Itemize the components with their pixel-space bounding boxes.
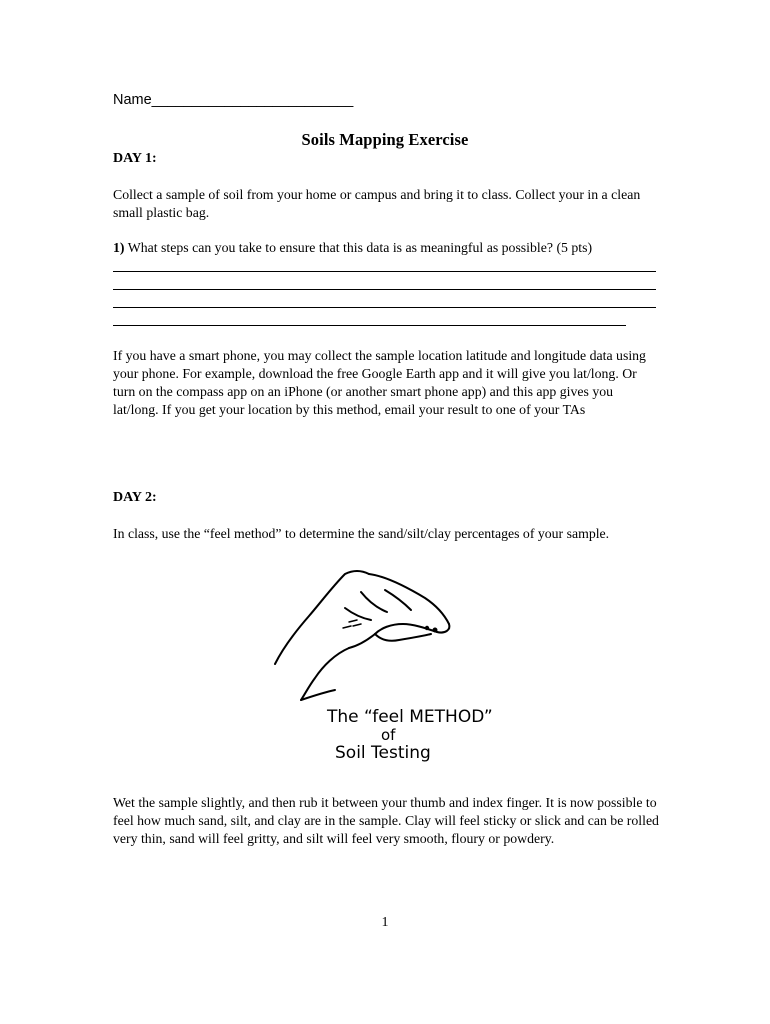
question-number: 1) <box>113 240 125 255</box>
caption-line-2: of <box>381 726 396 744</box>
illustration-caption <box>326 707 493 763</box>
answer-line <box>113 325 626 326</box>
caption-line-3: Soil Testing <box>335 743 431 763</box>
procedure-text: Wet the sample slightly, and then rub it between your thumb and index finger. It is now possible to feel how much sand, silt, and clay are in the sample. Clay will feel sticky or slick and can be rolled very thin, sand will feel gritty, and silt will feel very smooth, floury or powdery. <box>113 795 659 846</box>
day2-instructions: In class, use the “feel method” to determine the sand/silt/clay percentages of your sample. <box>113 526 610 541</box>
answer-line <box>113 271 656 272</box>
location-note: If you have a smart phone, you may collect the sample location latitude and longitude data using your phone. For example, download the free Google Earth app and it will give you lat/long. Or turn on the compass app on an iPhone (or another smart phone app) and this app gives you lat/long. If you get your location by this method, email your result to one of your TAs <box>113 348 646 417</box>
day1-heading: DAY 1: <box>113 151 157 166</box>
question-1 <box>113 239 661 257</box>
day1-instructions: Collect a sample of soil from your home or campus and bring it to class. Collect your in a clean small plastic bag. <box>113 187 641 220</box>
caption-line-1: The “feel METHOD” <box>327 707 493 727</box>
hand-rubbing-soil-drawing <box>275 571 449 700</box>
question-text: What steps can you take to ensure that this data is as meaningful as possible? (5 pts) <box>124 240 593 255</box>
feel-method-illustration <box>265 562 495 778</box>
answer-line <box>113 307 656 308</box>
day2-heading: DAY 2: <box>113 490 157 505</box>
name-field-label: Name_________________________ <box>113 92 354 108</box>
document-title: Soils Mapping Exercise <box>301 130 469 149</box>
answer-line <box>113 289 656 290</box>
page-number: 1 <box>381 915 389 930</box>
